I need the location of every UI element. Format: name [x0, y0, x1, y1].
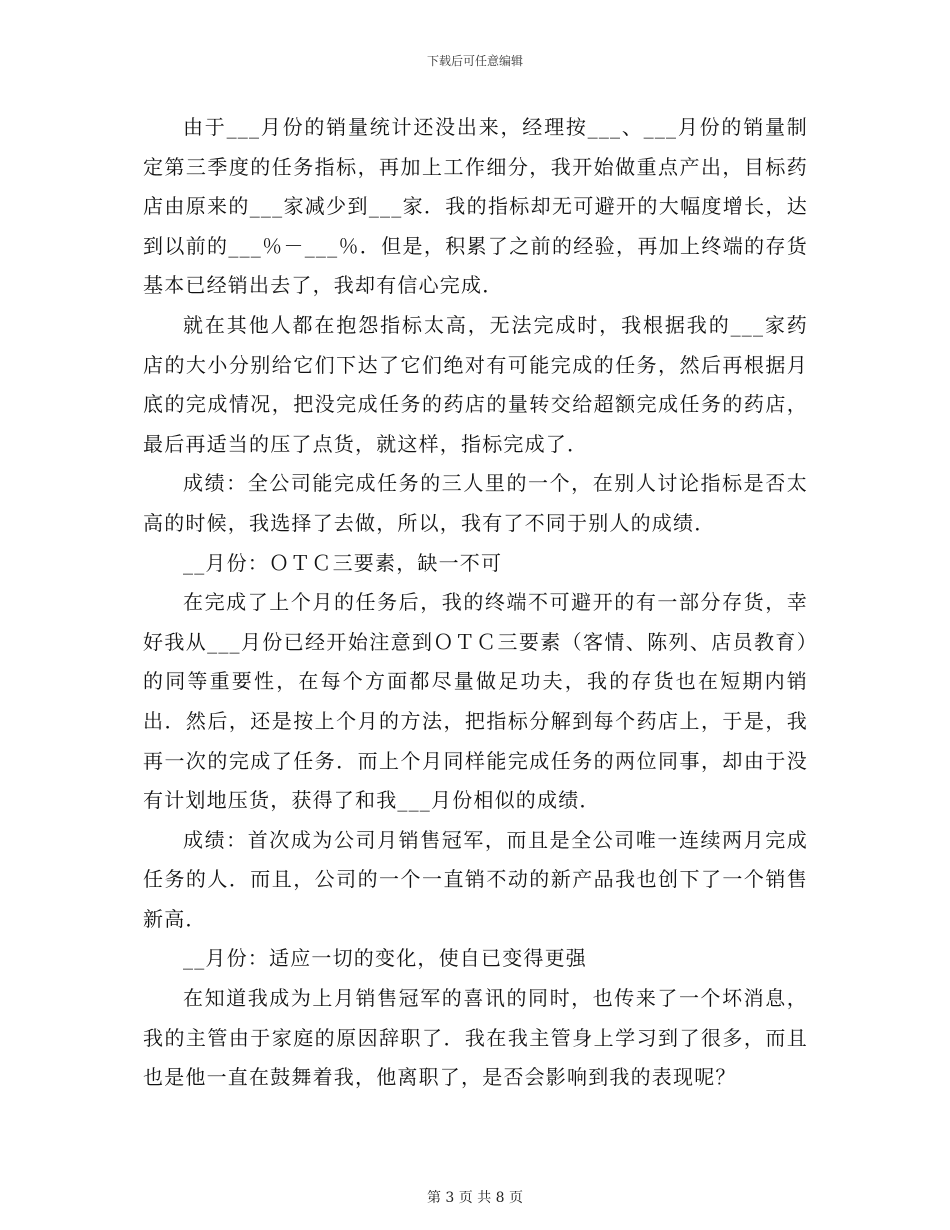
paragraph: 成绩：首次成为公司月销售冠军，而且是全公司唯一连续两月完成任务的人．而且，公司的一个一直销不动的新产品我也创下了一个销售新高．: [143, 827, 808, 931]
paragraph: 成绩：全公司能完成任务的三人里的一个，在别人讨论指标是否太高的时候，我选择了去做，所以，我有了不同于别人的成绩．: [143, 471, 808, 535]
section-heading: __月份：ＯＴＣ三要素，缺一不可: [183, 550, 503, 575]
section-heading: __月份：适应一切的变化，使自已变得更强: [183, 946, 587, 971]
paragraph: 就在其他人都在抱怨指标太高，无法完成时，我根据我的___家药店的大小分别给它们下达了它们绝对有可能完成的任务，然后再根据月底的完成情况，把没完成任务的药店的量转交给超额完成任务的药店，最后再适当的压了点货，就这样，指标完成了．: [143, 312, 808, 456]
paragraph: 由于___月份的销量统计还没出来，经理按___、___月份的销量制定第三季度的任务指标，再加上工作细分，我开始做重点产出，目标药店由原来的___家减少到___家．我的指标却无可避开的大幅度增长，达到以前的___％－___％．但是，积累了之前的经验，再加上终端的存货基本已经销出去了，我却有信心完成．: [143, 115, 808, 298]
paragraph: 在完成了上个月的任务后，我的终端不可避开的有一部分存货，幸好我从___月份已经开始注意到ＯＴＣ三要素（客情、陈列、店员教育）的同等重要性，在每个方面都尽量做足功夫，我的存货也在短期内销出．然后，还是按上个月的方法，把指标分解到每个药店上，于是，我再一次的完成了任务．而上个月同样能完成任务的两位同事，却由于没有计划地压货，获得了和我___月份相似的成绩．: [143, 590, 808, 813]
page-header: 下载后可任意编辑: [426, 54, 523, 68]
paragraph: 在知道我成为上月销售冠军的喜讯的同时，也传来了一个坏消息，我的主管由于家庭的原因辞职了．我在我主管身上学习到了很多，而且也是他一直在鼓舞着我，他离职了，是否会影响到我的表现呢？: [143, 986, 808, 1090]
document-body: [143, 108, 808, 1098]
page-number: 第 3 页 共 8 页: [426, 1190, 524, 1206]
